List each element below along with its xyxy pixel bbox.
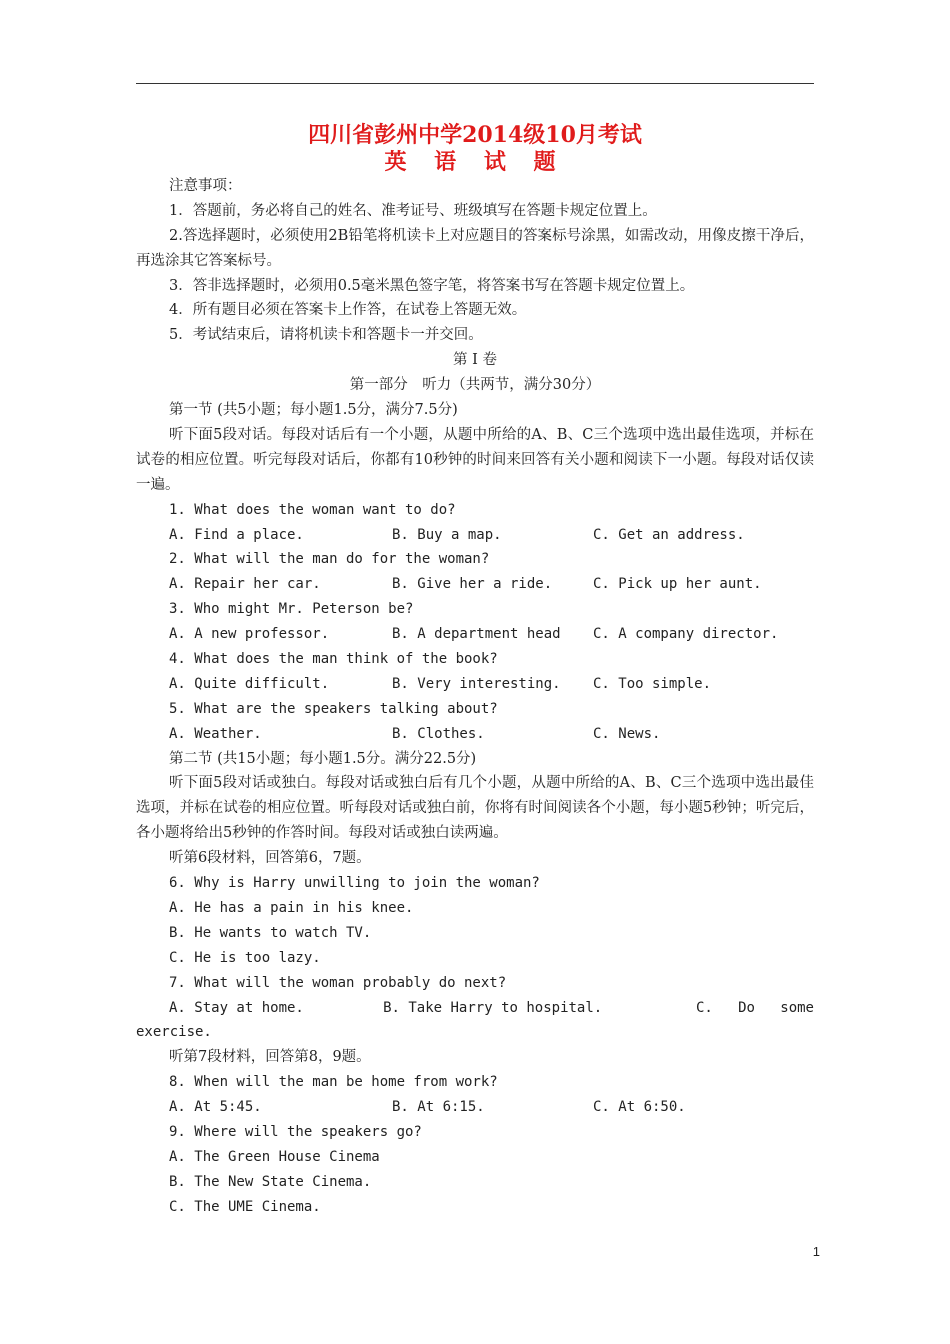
note-item: 1．答题前，务必将自己的姓名、准考证号、班级填写在答题卡规定位置上。 xyxy=(169,202,657,219)
option-b: B. Take Harry to hospital. xyxy=(383,999,603,1016)
option-c-continued: exercise. xyxy=(136,1024,212,1041)
option-a: A. He has a pain in his knee. xyxy=(169,899,414,916)
option-a: A. Repair her car. xyxy=(169,576,321,593)
option-a: A. Weather. xyxy=(169,725,262,742)
option-c: C. The UME Cinema. xyxy=(169,1198,321,1215)
page-number: 1 xyxy=(812,1244,820,1259)
question-stem: 9. Where will the speakers go? xyxy=(169,1123,422,1140)
question-stem: 6. Why is Harry unwilling to join the woman? xyxy=(169,875,540,892)
option-b: B. Clothes. xyxy=(392,725,485,742)
part-heading: 第一部分 听力（共两节，满分30分） xyxy=(349,377,601,394)
question-options xyxy=(136,672,814,697)
question-options xyxy=(136,572,814,597)
question-options xyxy=(136,722,814,747)
option-c: C. Pick up her aunt. xyxy=(593,576,762,593)
note-item: 4．所有题目必须在答案卡上作答，在试卷上答题无效。 xyxy=(169,302,527,319)
option-a: A. The Green House Cinema xyxy=(169,1148,380,1165)
question-stem: 4. What does the man think of the book? xyxy=(169,651,498,667)
option-b: B. Very interesting. xyxy=(392,675,561,692)
volume-heading: 第 I 卷 xyxy=(453,352,497,369)
notes-heading: 注意事项： xyxy=(169,178,242,194)
question-stem: 1. What does the woman want to do? xyxy=(169,501,456,518)
option-a: A. A new professor. xyxy=(169,626,330,643)
option-c: C. A company director. xyxy=(593,626,779,643)
note-item: 3．答非选择题时，必须用0.5毫米黑色签字笔，将答案书写在答题卡规定位置上。 xyxy=(169,277,695,294)
note-item: 2.答选择题时，必须使用2B铅笔将机读卡上对应题目的答案标号涂黑，如需改动，用像皮擦干净后，再选涂其它答案标号。 xyxy=(136,227,814,269)
question-stem: 7. What will the woman probably do next? xyxy=(169,974,507,991)
option-b: B. At 6:15. xyxy=(392,1099,485,1116)
header-rule xyxy=(136,83,814,84)
option-b: B. Buy a map. xyxy=(392,526,502,543)
material-heading: 听第6段材料，回答第6，7题。 xyxy=(169,850,371,867)
option-c: C. News. xyxy=(593,725,661,742)
material-heading: 听第7段材料，回答第8，9题。 xyxy=(169,1049,371,1066)
option-b: B. He wants to watch TV. xyxy=(169,924,372,941)
option-c: C. Do some xyxy=(695,999,814,1016)
option-a: A. Quite difficult. xyxy=(169,675,330,692)
exam-content xyxy=(136,174,814,1220)
question-stem: 2. What will the man do for the woman? xyxy=(169,551,490,568)
section-heading: 第一节 (共5小题；每小题1.5分，满分7.5分) xyxy=(169,402,458,419)
question-stem: 3. Who might Mr. Peterson be? xyxy=(169,601,414,618)
option-c: C. At 6:50. xyxy=(593,1099,686,1116)
section-instructions: 听下面5段对话。每段对话后有一个小题，从题中所给的A、B、C三个选项中选出最佳选项，并标在试卷的相应位置。听完每段对话后，你都有10秒钟的时间来回答有关小题和阅读下一小题。每段对话仅读一遍。 xyxy=(136,426,814,493)
option-c: C. He is too lazy. xyxy=(169,949,321,966)
option-c: C. Get an address. xyxy=(593,526,745,543)
option-a: A. Stay at home. xyxy=(169,999,304,1016)
section-heading: 第二节 (共15小题；每小题1.5分。满分22.5分) xyxy=(169,750,477,767)
option-c: C. Too simple. xyxy=(593,675,712,692)
question-options xyxy=(136,996,814,1021)
question-stem: 8. When will the man be home from work? xyxy=(169,1074,498,1091)
option-a: A. Find a place. xyxy=(169,526,304,543)
section-instructions: 听下面5段对话或独白。每段对话或独白后有几个小题，从题中所给的A、B、C三个选项中选出最佳选项，并标在试卷的相应位置。听每段对话或独白前，你将有时间阅读各个小题，每小题5秒钟；听完后，各小题将给出5秒钟的作答时间。每段对话或独白读两遍。 xyxy=(136,775,814,842)
option-b: B. Give her a ride. xyxy=(392,576,553,593)
question-options xyxy=(136,622,814,647)
question-options xyxy=(136,523,814,548)
question-options xyxy=(136,1095,814,1120)
option-b: B. The New State Cinema. xyxy=(169,1173,372,1190)
exam-title: 四川省彭州中学2014级10月考试 xyxy=(308,122,642,148)
option-a: A. At 5:45. xyxy=(169,1099,262,1116)
exam-subtitle: 英 语 试 题 xyxy=(384,149,566,175)
question-stem: 5. What are the speakers talking about? xyxy=(169,700,498,717)
option-b: B. A department head xyxy=(392,626,561,643)
note-item: 5．考试结束后，请将机读卡和答题卡一并交回。 xyxy=(169,327,483,344)
